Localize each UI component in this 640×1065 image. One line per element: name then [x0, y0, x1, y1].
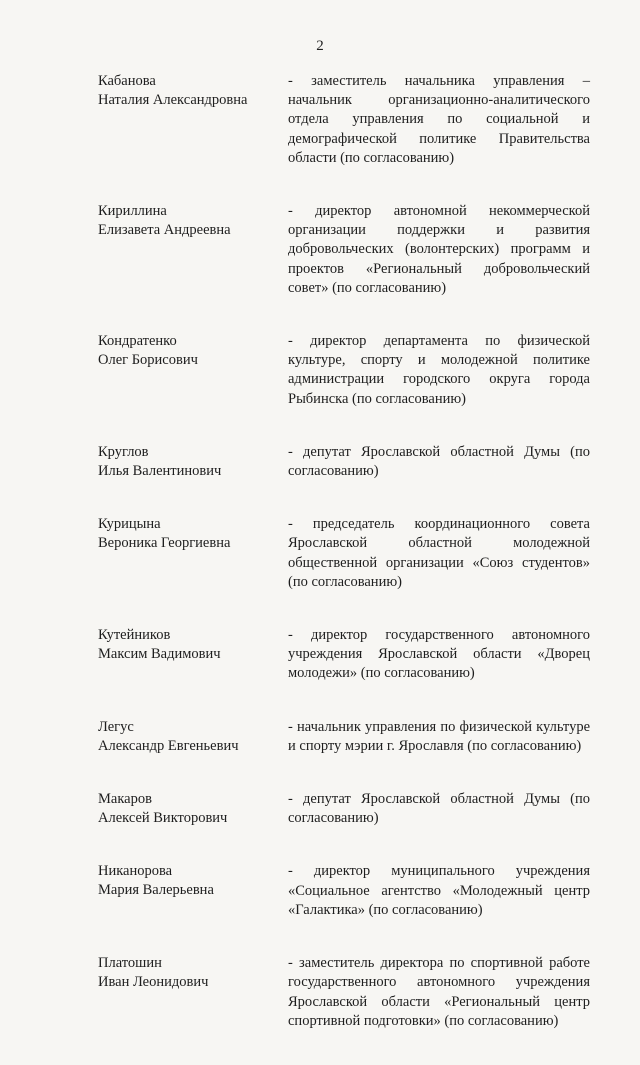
- member-list: [98, 72, 598, 1065]
- member-position: - председатель координационного совета Ярославской областной молодежной общественной организации «Союз студентов» (по согласованию): [288, 516, 590, 590]
- member-position: - директор муниципального учреждения «Социальное агентство «Молодежный центр «Галактика» (по согласованию): [288, 863, 590, 918]
- member-name: [98, 443, 288, 481]
- member-position: - заместитель директора по спортивной работе государственного автономного учреждения Ярославской области «Региональный центр спортивной подготовки» (по согласованию): [288, 955, 590, 1029]
- member-entry: [98, 718, 598, 756]
- member-given-names: Елизавета Андреевна: [98, 222, 231, 239]
- member-given-names: Мария Валерьевна: [98, 882, 214, 899]
- member-position: - начальник управления по физической культуре и спорту мэрии г. Ярославля (по согласованию): [288, 718, 590, 754]
- member-given-names: Иван Леонидович: [98, 974, 209, 991]
- member-given-names: Алексей Викторович: [98, 810, 228, 827]
- member-entry: [98, 862, 598, 920]
- member-name: [98, 202, 288, 240]
- member-given-names: Олег Борисович: [98, 352, 198, 369]
- member-name: [98, 718, 288, 756]
- member-name: [98, 954, 288, 992]
- member-name: [98, 515, 288, 553]
- member-surname: Кондратенко: [98, 333, 177, 350]
- member-name: [98, 790, 288, 828]
- member-entry: [98, 202, 598, 298]
- member-position: - заместитель начальника управления – начальник организационно-аналитического отдела управления по социальной и демографической политике Правительства области (по согласованию): [288, 73, 590, 166]
- member-entry: [98, 72, 598, 168]
- member-surname: Кабанова: [98, 73, 156, 89]
- member-given-names: Илья Валентинович: [98, 462, 222, 479]
- member-entry: [98, 626, 598, 684]
- page-number: 2: [316, 38, 324, 54]
- member-surname: Платошин: [98, 955, 162, 972]
- member-name: [98, 862, 288, 900]
- member-surname: Легус: [98, 718, 134, 735]
- member-surname: Кутейников: [98, 627, 171, 644]
- member-given-names: Вероника Георгиевна: [98, 535, 231, 552]
- member-name: [98, 332, 288, 370]
- member-entry: [98, 443, 598, 481]
- member-position: - директор государственного автономного учреждения Ярославской области «Дворец молодежи» (по согласованию): [288, 627, 590, 682]
- member-surname: Курицына: [98, 516, 161, 533]
- member-position: - депутат Ярославской областной Думы (по согласованию): [288, 443, 590, 480]
- member-given-names: Александр Евгеньевич: [98, 737, 239, 754]
- member-surname: Кириллина: [98, 203, 167, 220]
- member-name: [98, 626, 288, 664]
- member-given-names: Максим Вадимович: [98, 646, 221, 663]
- member-entry: [98, 790, 598, 828]
- member-entry: [98, 515, 598, 592]
- member-position: - директор автономной некоммерческой организации поддержки и развития добровольческих (волонтерских) программ и проектов «Региональный добровольческий совет» (по согласованию): [288, 203, 590, 296]
- member-position: - директор департамента по физической культуре, спорту и молодежной политике администрации городского округа города Рыбинска (по согласованию): [288, 333, 590, 407]
- member-entry: [98, 954, 598, 1031]
- member-given-names: Наталия Александровна: [98, 92, 248, 108]
- member-surname: Никанорова: [98, 863, 173, 880]
- member-surname: Круглов: [98, 443, 149, 460]
- member-entry: [98, 332, 598, 409]
- member-surname: Макаров: [98, 791, 152, 808]
- member-name: [98, 72, 288, 110]
- member-position: - депутат Ярославской областной Думы (по согласованию): [288, 791, 590, 827]
